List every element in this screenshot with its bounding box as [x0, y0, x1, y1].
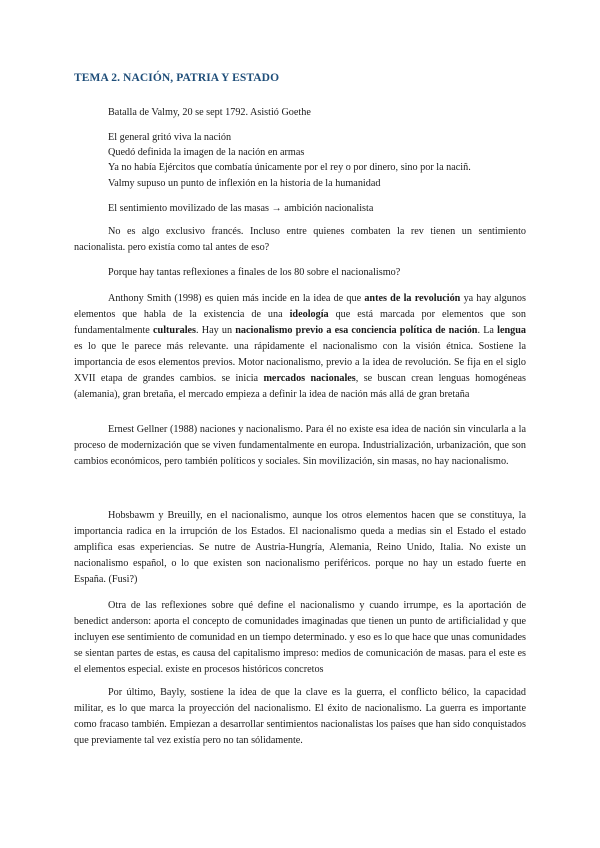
paragraph-hobsbawm: Hobsbawm y Breuilly, en el nacionalismo, aunque los otros elementos hacen que se constituya, la importancia radica en la irrupción de los Estados. El nacionalismo queda a medias sin el Estado el estado amplifica esas experiencias. Se nutre de Austria-Hungría, Alemania, Reino Unido, Italia. No existe un nacionalismo español, o lo que existen son nacionalismo periféricos. porque no hay un estado fuerte en España. (Fusi?) [74, 510, 526, 585]
paragraph-anderson: Otra de las reflexiones sobre qué define el nacionalismo y cuando irrumpe, es la aportación de benedict anderson: aporta el concepto de comunidades imaginadas que tienen un punto de artificialidad y que incluyen ese sentimiento de comunidad en un tiempo determinado. y eso es lo que hace que unas comunidades se sientan partes de estas, es causa del capitalismo impreso: medios de comunicación de masas. para el este es el elementos especial. existe en procesos históricos concretos [74, 600, 526, 675]
poem-line: El general gritó viva la nación [108, 132, 232, 143]
paragraph-smith: Anthony Smith (1998) es quien más incide en la idea de que antes de la revolución ya hay algunos elementos que habla de la existencia de una ideología que está marcada por elementos que son fundamentalmente culturales. Hay un nacionalismo previo a esa conciencia política de nación. La lengua es lo que le parece más relevante. una rápidamente el nacionalismo con la visión étnica. Sostiene la importancia de esos elementos previos. Motor nacionalismo, previo a la idea de revolución. Se fija en el siglo XVII etapa de grandes cambios. se inicia mercados nacionales, se buscan crean lenguas homogéneas (alemania), gran bretaña, el mercado empieza a definir la idea de nación más allá de gran bretaña [74, 293, 527, 400]
page-title: TEMA 2. NACIÓN, PATRIA Y ESTADO [74, 72, 280, 84]
paragraph-gellner: Ernest Gellner (1988) naciones y nacionalismo. Para él no existe esa idea de nación sin vincularla a la proceso de modernización que se viven fundamentalmente en europa. Industrialización, urbanización, que son cambios económicos, pero también políticos y sociales. Sin movilización, sin masas, no hay nacionalismo. [74, 424, 526, 467]
intro-line: Batalla de Valmy, 20 se sept 1792. Asistió Goethe [108, 107, 311, 118]
sentiment-line: El sentimiento movilizado de las masas → ambición nacionalista [108, 203, 374, 214]
paragraph-bayly: Por último, Bayly, sostiene la idea de que la clave es la guerra, el conflicto bélico, la capacidad militar, es lo que marca la proyección del nacionalismo. El éxito de nacionalismo. La guerra es importante como fracaso también. Empiezan a desarrollar sentimientos nacionalistas los países que han sido conquistados que previamente tal vez existía pero no tan sólidamente. [74, 687, 526, 746]
paragraph-exclusivo: No es algo exclusivo francés. Incluso entre quienes combaten la rev tienen un sentimiento nacionalista. pero existía como tal antes de eso? [74, 226, 526, 253]
paragraph-reflexiones: Porque hay tantas reflexiones a finales de los 80 sobre el nacionalismo? [108, 267, 401, 278]
poem-line: Quedó definida la imagen de la nación en armas [108, 147, 305, 159]
poem-line: Valmy supuso un punto de inflexión en la historia de la humanidad [108, 177, 381, 189]
poem-line: Ya no había Ejércitos que combatía únicamente por el rey o por dinero, sino por la naciñ. [108, 162, 471, 174]
poem-block [108, 130, 471, 191]
